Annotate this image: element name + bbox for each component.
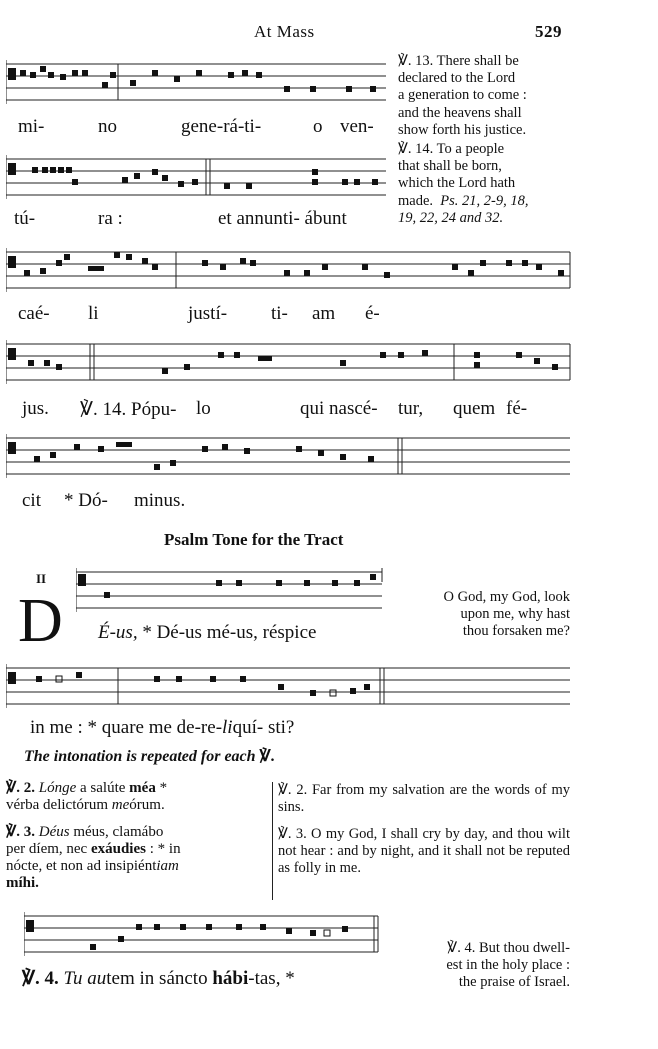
lyric-syllable: et annunti- ábunt	[218, 208, 347, 229]
lyric-syllable: qui nascé-	[300, 398, 378, 419]
lyric-syllable: ven-	[340, 116, 374, 137]
psalm-tone-text-line1: É-us, * Dé-us mé-us, réspice	[98, 622, 317, 643]
lyric-syllable: li	[88, 303, 99, 324]
chant-staff-2	[6, 155, 388, 199]
mode-number: II	[36, 571, 47, 586]
drop-cap: D	[18, 587, 63, 655]
running-header: At Mass	[254, 22, 315, 41]
lyric-syllable: quem	[453, 398, 496, 419]
verse-2-latin: ℣. 2. Lónge a salúte méa * vérba delictórum meórum.	[6, 780, 168, 813]
lyric-syllable: jus.	[22, 398, 49, 419]
intonation-note: The intonation is repeated for each ℣.	[24, 748, 275, 765]
translation-v13: ℣. 13. There shall be declared to the Lord a generation to come : and the heavens shall show forth his justice.	[398, 53, 527, 138]
psalm-reference-cont: 19, 22, 24 and 32.	[398, 209, 504, 226]
lyric-syllable: o	[313, 116, 323, 137]
chant-staff-5	[6, 432, 572, 482]
psalm-reference: Ps. 21, 2-9, 18,	[440, 192, 529, 209]
verse-3-latin: ℣. 3. Déus méus, clamábo per díem, nec exáudies : * in nócte, et non ad insipiéntiam míhi.	[6, 824, 181, 891]
verse-4-english: ℣. 4. But thou dwell- est in the holy place : the praise of Israel.	[446, 940, 570, 991]
section-heading: Psalm Tone for the Tract	[164, 530, 344, 549]
lyric-syllable: é-	[365, 303, 380, 324]
lyric-syllable: tú-	[14, 208, 36, 229]
verse-3-english: ℣. 3. O my God, I shall cry by day, and thou wilt not hear : and by night, and it shall not be reputed as folly in me.	[278, 826, 570, 876]
lyric-syllable: fé-	[506, 398, 528, 419]
lyric-syllable: ra :	[98, 208, 123, 229]
verse-4-latin: ℣. 4. Tu autem in sáncto hábi-tas, *	[22, 968, 295, 989]
chant-staff-3	[6, 242, 572, 300]
lyric-syllable: * Dó-	[64, 490, 108, 511]
chant-staff-psalm-tone-1	[76, 568, 386, 612]
chant-staff-psalm-tone-2	[6, 664, 572, 710]
chant-staff-verse-4	[24, 912, 380, 960]
translation-v14: ℣. 14. To a people that shall be born, which the Lord hath made. Ps. 21, 2-9, 18, 19, 22, 24 and 32.	[398, 141, 573, 227]
chant-staff-1	[6, 60, 388, 104]
column-divider	[272, 782, 273, 900]
lyric-syllable: lo	[196, 398, 211, 419]
translation-psalm-tone: O God, my God, look upon me, why hast thou forsaken me?	[443, 589, 570, 640]
lyric-syllable: no	[98, 116, 117, 137]
verse-2-english: ℣. 2. Far from my salvation are the words of my sins.	[278, 782, 570, 815]
chant-staff-4	[6, 338, 572, 388]
lyric-syllable: gene-rá-ti-	[181, 116, 262, 137]
lyric-syllable: ℣. 14. Pópu-	[80, 399, 177, 420]
lyric-syllable: cit	[22, 490, 41, 511]
lyric-syllable: am	[312, 303, 336, 324]
lyric-syllable: justí-	[188, 303, 228, 324]
lyric-syllable: caé-	[18, 303, 50, 324]
page-number: 529	[535, 22, 562, 41]
lyric-syllable: minus.	[134, 490, 186, 511]
lyric-syllable: ti-	[271, 303, 288, 324]
lyric-syllable: mi-	[18, 116, 45, 137]
psalm-tone-text-line2: in me : * quare me de-re-liquí- sti?	[30, 717, 295, 738]
lyric-syllable: tur,	[398, 398, 424, 419]
